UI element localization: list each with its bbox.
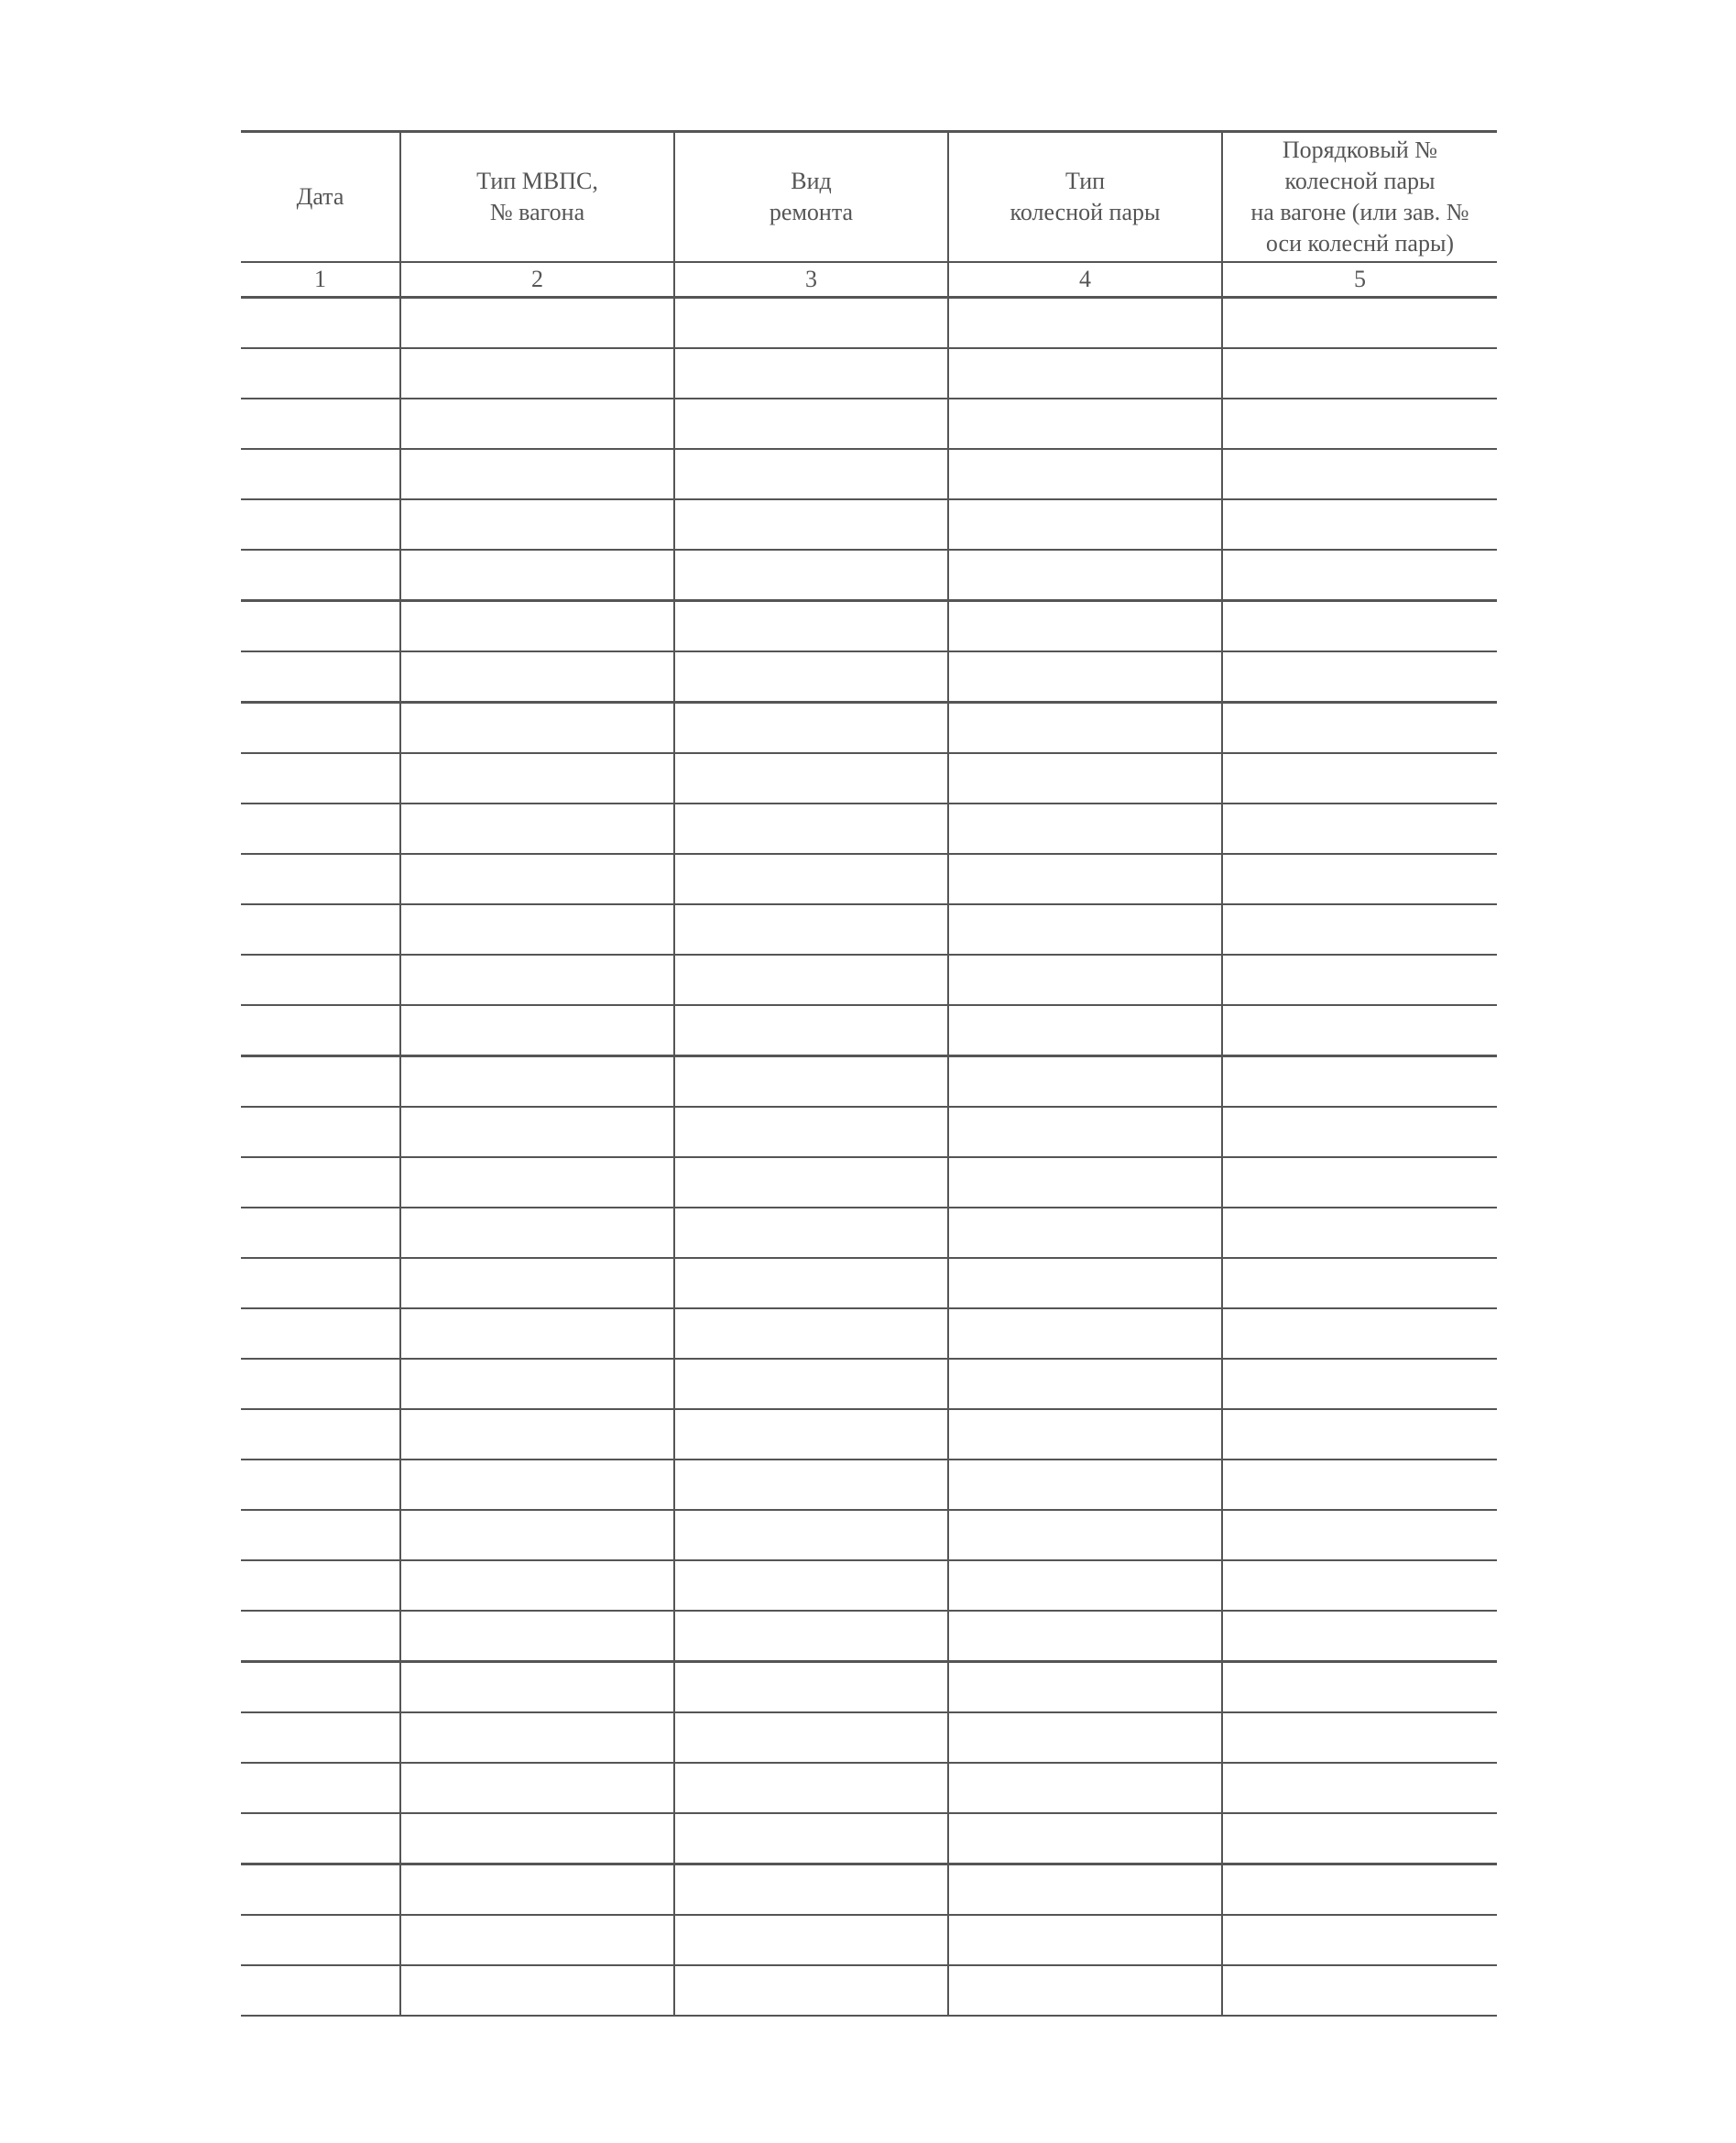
table-body xyxy=(241,298,1497,2017)
table-cell[interactable] xyxy=(241,348,400,399)
table-row xyxy=(241,1915,1497,1965)
table-cell[interactable] xyxy=(241,1712,400,1763)
table-cell[interactable] xyxy=(674,449,948,499)
table-row xyxy=(241,1208,1497,1258)
table-cell[interactable] xyxy=(948,298,1222,349)
table-cell[interactable] xyxy=(241,399,400,449)
table-cell[interactable] xyxy=(948,1056,1222,1108)
table-cell[interactable] xyxy=(241,298,400,349)
column-number-1: 1 xyxy=(241,262,400,298)
table-row xyxy=(241,854,1497,904)
table-cell[interactable] xyxy=(241,1056,400,1108)
header-row xyxy=(241,132,1497,263)
table-cell[interactable] xyxy=(674,399,948,449)
table-cell[interactable] xyxy=(674,1662,948,1713)
column-number-4: 4 xyxy=(948,262,1222,298)
column-number-row xyxy=(241,262,1497,298)
table-cell[interactable] xyxy=(400,804,674,854)
table-cell[interactable] xyxy=(1222,348,1497,399)
table-cell[interactable] xyxy=(1222,550,1497,601)
table-cell[interactable] xyxy=(674,1056,948,1108)
table-cell[interactable] xyxy=(1222,298,1497,349)
table-cell[interactable] xyxy=(948,1208,1222,1258)
table-row xyxy=(241,1005,1497,1056)
table-cell[interactable] xyxy=(948,804,1222,854)
table-cell[interactable] xyxy=(241,703,400,754)
table-cell[interactable] xyxy=(241,1409,400,1460)
table-cell[interactable] xyxy=(400,1662,674,1713)
table-cell[interactable] xyxy=(1222,1510,1497,1560)
table-row xyxy=(241,1763,1497,1813)
table-cell[interactable] xyxy=(1222,1056,1497,1108)
table-cell[interactable] xyxy=(1222,703,1497,754)
table-row xyxy=(241,298,1497,349)
header-wheelset-type xyxy=(948,132,1222,263)
table-cell[interactable] xyxy=(948,904,1222,955)
table-cell[interactable] xyxy=(1222,1712,1497,1763)
table-cell[interactable] xyxy=(674,1258,948,1308)
table-cell[interactable] xyxy=(400,1712,674,1763)
table-cell[interactable] xyxy=(674,1763,948,1813)
table-row xyxy=(241,1107,1497,1157)
table-cell[interactable] xyxy=(1222,1359,1497,1409)
table-cell[interactable] xyxy=(400,1813,674,1864)
table-cell[interactable] xyxy=(400,601,674,652)
table-cell[interactable] xyxy=(400,703,674,754)
table-cell[interactable] xyxy=(1222,651,1497,703)
table-cell[interactable] xyxy=(400,1005,674,1056)
table-row xyxy=(241,399,1497,449)
table-cell[interactable] xyxy=(1222,904,1497,955)
table-cell[interactable] xyxy=(948,1409,1222,1460)
table-cell[interactable] xyxy=(674,651,948,703)
table-cell[interactable] xyxy=(948,955,1222,1005)
table-row xyxy=(241,601,1497,652)
table-cell[interactable] xyxy=(674,1005,948,1056)
table-cell[interactable] xyxy=(674,1965,948,2016)
table-cell[interactable] xyxy=(400,651,674,703)
table-cell[interactable] xyxy=(241,854,400,904)
header-wheelset-number-line-2: колесной пары xyxy=(1284,168,1436,194)
table-row xyxy=(241,651,1497,703)
column-number-5: 5 xyxy=(1222,262,1497,298)
table-cell[interactable] xyxy=(948,1763,1222,1813)
table-cell[interactable] xyxy=(948,651,1222,703)
header-date xyxy=(241,132,400,263)
table-row xyxy=(241,1712,1497,1763)
table-cell[interactable] xyxy=(400,1460,674,1510)
table-row xyxy=(241,1308,1497,1359)
table-cell[interactable] xyxy=(948,1308,1222,1359)
table-row xyxy=(241,1409,1497,1460)
table-cell[interactable] xyxy=(1222,955,1497,1005)
header-repair-type-line-2: ремонта xyxy=(769,199,854,225)
table-cell[interactable] xyxy=(241,1662,400,1713)
table-cell[interactable] xyxy=(400,348,674,399)
table-cell[interactable] xyxy=(948,1915,1222,1965)
table-cell[interactable] xyxy=(674,1460,948,1510)
table-cell[interactable] xyxy=(1222,753,1497,804)
header-wagon xyxy=(400,132,674,263)
table-cell[interactable] xyxy=(400,499,674,550)
table-row xyxy=(241,1510,1497,1560)
table-cell[interactable] xyxy=(241,1157,400,1208)
table-row xyxy=(241,550,1497,601)
table-cell[interactable] xyxy=(1222,1560,1497,1611)
table-cell[interactable] xyxy=(674,753,948,804)
table-cell[interactable] xyxy=(400,550,674,601)
table-cell[interactable] xyxy=(674,1308,948,1359)
table-cell[interactable] xyxy=(1222,1965,1497,2016)
table-row xyxy=(241,348,1497,399)
table-cell[interactable] xyxy=(241,904,400,955)
table-cell[interactable] xyxy=(674,1409,948,1460)
table-cell[interactable] xyxy=(1222,1409,1497,1460)
table-row xyxy=(241,1460,1497,1510)
table-cell[interactable] xyxy=(1222,1107,1497,1157)
table-row xyxy=(241,1864,1497,1916)
table-cell[interactable] xyxy=(948,1864,1222,1916)
table-cell[interactable] xyxy=(400,1157,674,1208)
table-cell[interactable] xyxy=(1222,1208,1497,1258)
table-cell[interactable] xyxy=(948,1510,1222,1560)
table-row xyxy=(241,1157,1497,1208)
table-cell[interactable] xyxy=(241,601,400,652)
table-cell[interactable] xyxy=(241,955,400,1005)
table-cell[interactable] xyxy=(1222,399,1497,449)
table-row xyxy=(241,1813,1497,1864)
table-cell[interactable] xyxy=(1222,1005,1497,1056)
table-cell[interactable] xyxy=(241,1611,400,1662)
repair-record-table xyxy=(241,130,1497,2017)
table-cell[interactable] xyxy=(400,1056,674,1108)
table-row xyxy=(241,449,1497,499)
table-cell[interactable] xyxy=(400,298,674,349)
table-cell[interactable] xyxy=(674,804,948,854)
table-cell[interactable] xyxy=(948,348,1222,399)
table-cell[interactable] xyxy=(674,1712,948,1763)
table-cell[interactable] xyxy=(400,1611,674,1662)
table-cell[interactable] xyxy=(241,1460,400,1510)
table-cell[interactable] xyxy=(948,1107,1222,1157)
table-cell[interactable] xyxy=(400,1258,674,1308)
table-cell[interactable] xyxy=(400,1965,674,2016)
table-cell[interactable] xyxy=(241,1107,400,1157)
table-cell[interactable] xyxy=(1222,1915,1497,1965)
table-cell[interactable] xyxy=(948,1662,1222,1713)
table-cell[interactable] xyxy=(674,703,948,754)
column-number-2: 2 xyxy=(400,262,674,298)
table-cell[interactable] xyxy=(948,1359,1222,1409)
table-cell[interactable] xyxy=(1222,1763,1497,1813)
table-cell[interactable] xyxy=(674,1107,948,1157)
header-wheelset-number-line-3: на вагоне (или зав. № xyxy=(1250,199,1469,225)
table-row xyxy=(241,804,1497,854)
table-cell[interactable] xyxy=(674,1560,948,1611)
table-cell[interactable] xyxy=(241,449,400,499)
table-cell[interactable] xyxy=(400,1763,674,1813)
table-cell[interactable] xyxy=(948,1611,1222,1662)
table-cell[interactable] xyxy=(400,955,674,1005)
table-cell[interactable] xyxy=(400,904,674,955)
table-cell[interactable] xyxy=(674,298,948,349)
table-row xyxy=(241,499,1497,550)
table-cell[interactable] xyxy=(674,1813,948,1864)
table-cell[interactable] xyxy=(948,1157,1222,1208)
table-cell[interactable] xyxy=(674,1208,948,1258)
table-row xyxy=(241,753,1497,804)
table-cell[interactable] xyxy=(674,1611,948,1662)
table-cell[interactable] xyxy=(241,1915,400,1965)
table-cell[interactable] xyxy=(948,1005,1222,1056)
table-row xyxy=(241,904,1497,955)
table-cell[interactable] xyxy=(241,804,400,854)
table-cell[interactable] xyxy=(400,1560,674,1611)
header-repair-type-line-1: Вид xyxy=(791,168,832,194)
table-row xyxy=(241,1056,1497,1108)
table-cell[interactable] xyxy=(400,1308,674,1359)
table-cell[interactable] xyxy=(241,499,400,550)
table-cell[interactable] xyxy=(241,1965,400,2016)
table-cell[interactable] xyxy=(674,1864,948,1916)
table-cell[interactable] xyxy=(948,1965,1222,2016)
table-cell[interactable] xyxy=(241,753,400,804)
table-cell[interactable] xyxy=(400,449,674,499)
table-cell[interactable] xyxy=(400,399,674,449)
table-cell[interactable] xyxy=(674,904,948,955)
table-cell[interactable] xyxy=(241,1359,400,1409)
column-number-3: 3 xyxy=(674,262,948,298)
table-cell[interactable] xyxy=(674,550,948,601)
table-cell[interactable] xyxy=(1222,1258,1497,1308)
table-cell[interactable] xyxy=(948,449,1222,499)
table-cell[interactable] xyxy=(948,550,1222,601)
table-cell[interactable] xyxy=(948,753,1222,804)
table-row xyxy=(241,1560,1497,1611)
header-wheelset-type-line-2: колесной пары xyxy=(1010,199,1161,225)
table-cell[interactable] xyxy=(400,1864,674,1916)
table-cell[interactable] xyxy=(948,1258,1222,1308)
table-cell[interactable] xyxy=(674,1915,948,1965)
table-cell[interactable] xyxy=(674,348,948,399)
table-cell[interactable] xyxy=(241,1258,400,1308)
table-cell[interactable] xyxy=(948,399,1222,449)
table-cell[interactable] xyxy=(674,854,948,904)
table-cell[interactable] xyxy=(241,550,400,601)
table-cell[interactable] xyxy=(674,499,948,550)
table-cell[interactable] xyxy=(241,1560,400,1611)
header-wheelset-number xyxy=(1222,132,1497,263)
table-row xyxy=(241,703,1497,754)
table-cell[interactable] xyxy=(948,1460,1222,1510)
table-cell[interactable] xyxy=(1222,449,1497,499)
table-cell[interactable] xyxy=(674,955,948,1005)
table-cell[interactable] xyxy=(948,1712,1222,1763)
table-cell[interactable] xyxy=(241,1308,400,1359)
table-cell[interactable] xyxy=(241,651,400,703)
table-cell[interactable] xyxy=(674,1157,948,1208)
table-cell[interactable] xyxy=(241,1813,400,1864)
table-cell[interactable] xyxy=(400,1107,674,1157)
table-cell[interactable] xyxy=(400,1359,674,1409)
table-cell[interactable] xyxy=(400,1915,674,1965)
header-wheelset-number-line-1: Порядковый № xyxy=(1282,137,1438,163)
table-cell[interactable] xyxy=(241,1510,400,1560)
table-cell[interactable] xyxy=(948,703,1222,754)
table-cell[interactable] xyxy=(674,1359,948,1409)
table-cell[interactable] xyxy=(1222,601,1497,652)
table-cell[interactable] xyxy=(1222,499,1497,550)
table-cell[interactable] xyxy=(241,1208,400,1258)
header-wagon-line-1: Тип МВПС, xyxy=(476,168,598,194)
table-cell[interactable] xyxy=(948,601,1222,652)
table-row xyxy=(241,1258,1497,1308)
table-row xyxy=(241,1965,1497,2016)
table-cell[interactable] xyxy=(1222,1611,1497,1662)
table-cell[interactable] xyxy=(1222,854,1497,904)
table-cell[interactable] xyxy=(241,1763,400,1813)
header-wheelset-type-line-1: Тип xyxy=(1065,168,1106,194)
table-cell[interactable] xyxy=(948,499,1222,550)
table-cell[interactable] xyxy=(674,601,948,652)
table-cell[interactable] xyxy=(948,854,1222,904)
table-cell[interactable] xyxy=(400,1208,674,1258)
header-wagon-line-2: № вагона xyxy=(489,199,585,225)
table-cell[interactable] xyxy=(400,854,674,904)
table-cell[interactable] xyxy=(948,1813,1222,1864)
table-cell[interactable] xyxy=(400,753,674,804)
table-cell[interactable] xyxy=(1222,804,1497,854)
table-cell[interactable] xyxy=(241,1864,400,1916)
table-row xyxy=(241,1359,1497,1409)
table-cell[interactable] xyxy=(948,1560,1222,1611)
table-cell[interactable] xyxy=(400,1409,674,1460)
header-wheelset-number-line-4: оси колеснй пары) xyxy=(1265,230,1455,257)
table-cell[interactable] xyxy=(674,1510,948,1560)
table-cell[interactable] xyxy=(241,1005,400,1056)
header-date-line-1: Дата xyxy=(296,183,344,210)
table-cell[interactable] xyxy=(1222,1662,1497,1713)
table-row xyxy=(241,1662,1497,1713)
table-cell[interactable] xyxy=(1222,1460,1497,1510)
table-row xyxy=(241,1611,1497,1662)
table-row xyxy=(241,955,1497,1005)
table-cell[interactable] xyxy=(1222,1157,1497,1208)
header-repair-type xyxy=(674,132,948,263)
table-cell[interactable] xyxy=(1222,1864,1497,1916)
table-cell[interactable] xyxy=(400,1510,674,1560)
table-cell[interactable] xyxy=(1222,1813,1497,1864)
table-cell[interactable] xyxy=(1222,1308,1497,1359)
